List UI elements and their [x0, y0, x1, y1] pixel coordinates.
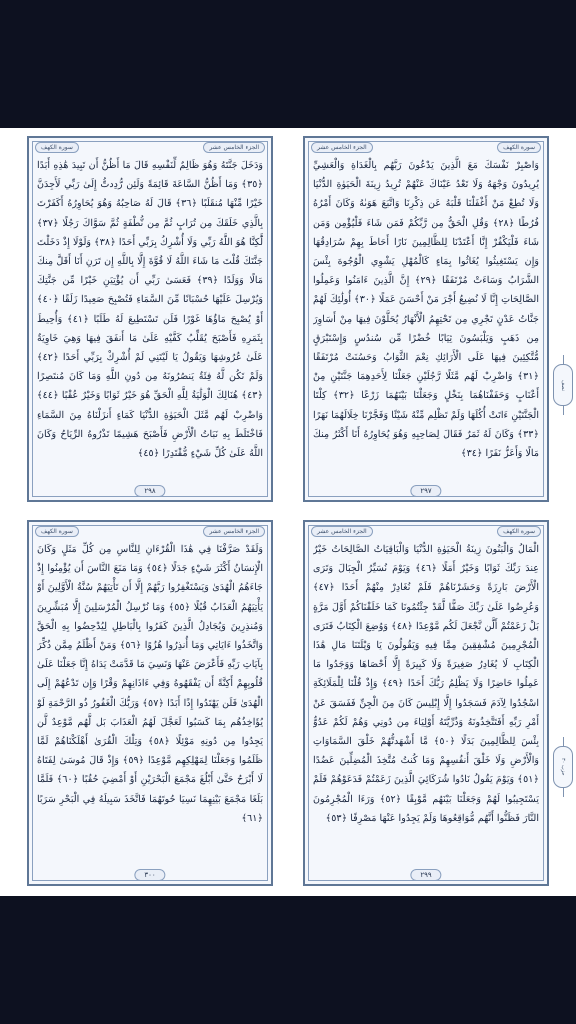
quran-page-299	[303, 520, 549, 886]
page-header	[311, 526, 541, 537]
verse-text	[313, 156, 539, 500]
page-number: ٢٩٨	[134, 485, 165, 497]
page-number: ٢٩٩	[410, 869, 441, 881]
quran-page-298	[27, 136, 273, 502]
juz-label: الجزء الخامس عشر	[203, 142, 265, 153]
surah-label: سورة الكهف	[35, 142, 79, 153]
juz-label: الجزء الخامس عشر	[311, 142, 373, 153]
page-header	[35, 142, 265, 153]
verse-paragraph: وَاصْبِرْ نَفْسَكَ مَعَ الَّذِينَ يَدْعُونَ رَبَّهُم بِالْغَدَاةِ وَالْعَشِيِّ يُرِيدُونَ وَجْهَهُ وَلَا تَعْدُ عَيْنَاكَ عَنْهُمْ تُرِيدُ زِينَةَ الْحَيَوٰةِ الدُّنْيَا وَلَا تُطِعْ مَنْ أَغْفَلْنَا قَلْبَهُ عَن ذِكْرِنَا وَاتَّبَعَ هَوَىٰهُ وَكَانَ أَمْرُهُ فُرُطًا ﴿٢٨﴾ وَقُلِ الْحَقُّ مِن رَّبِّكُمْ فَمَن شَاءَ فَلْيُؤْمِن وَمَن شَاءَ فَلْيَكْفُرْ إِنَّا أَعْتَدْنَا لِلظَّالِمِينَ نَارًا أَحَاطَ بِهِمْ سُرَادِقُهَا وَإِن يَسْتَغِيثُوا يُغَاثُوا بِمَاءٍ كَالْمُهْلِ يَشْوِي الْوُجُوهَ بِئْسَ الشَّرَابُ وَسَاءَتْ مُرْتَفَقًا ﴿٢٩﴾ إِنَّ الَّذِينَ ءَامَنُوا وَعَمِلُوا الصَّالِحَاتِ إِنَّا لَا نُضِيعُ أَجْرَ مَنْ أَحْسَنَ عَمَلًا ﴿٣٠﴾ أُولَٰئِكَ لَهُمْ جَنَّاتُ عَدْنٍ تَجْرِي مِن تَحْتِهِمُ الْأَنْهَارُ يُحَلَّوْنَ فِيهَا مِنْ أَسَاوِرَ مِن ذَهَبٍ وَيَلْبَسُونَ ثِيَابًا خُضْرًا مِّن سُندُسٍ وَإِسْتَبْرَقٍ مُّتَّكِئِينَ فِيهَا عَلَى الْأَرَائِكِ نِعْمَ الثَّوَابُ وَحَسُنَتْ مُرْتَفَقًا ﴿٣١﴾ وَاضْرِبْ لَهُم مَّثَلًا رَّجُلَيْنِ جَعَلْنَا لِأَحَدِهِمَا جَنَّتَيْنِ مِنْ أَعْنَابٍ وَحَفَفْنَاهُمَا بِنَخْلٍ وَجَعَلْنَا بَيْنَهُمَا زَرْعًا ﴿٣٢﴾ كِلْتَا الْجَنَّتَيْنِ ءَاتَتْ أُكُلَهَا وَلَمْ تَظْلِم مِّنْهُ شَيْئًا وَفَجَّرْنَا خِلَالَهُمَا نَهَرًا ﴿٣٣﴾ وَكَانَ لَهُ ثَمَرٌ فَقَالَ لِصَاحِبِهِ وَهُوَ يُحَاوِرُهُ أَنَا أَكْثَرُ مِنكَ مَالًا وَأَعَزُّ نَفَرًا ﴿٣٤﴾	[313, 160, 539, 460]
hizb-medallion: حزب ٣٠	[553, 746, 573, 788]
verse-paragraph: وَدَخَلَ جَنَّتَهُ وَهُوَ ظَالِمٌ لِّنَفْسِهِ قَالَ مَا أَظُنُّ أَن تَبِيدَ هَٰذِهِ أَبَدًا ﴿٣٥﴾ وَمَا أَظُنُّ السَّاعَةَ قَائِمَةً وَلَئِن رُّدِدتُّ إِلَىٰ رَبِّي لَأَجِدَنَّ خَيْرًا مِّنْهَا مُنقَلَبًا ﴿٣٦﴾ قَالَ لَهُ صَاحِبُهُ وَهُوَ يُحَاوِرُهُ أَكَفَرْتَ بِالَّذِي خَلَقَكَ مِن تُرَابٍ ثُمَّ مِن نُّطْفَةٍ ثُمَّ سَوَّاكَ رَجُلًا ﴿٣٧﴾ لَّٰكِنَّا هُوَ اللَّهُ رَبِّي وَلَا أُشْرِكُ بِرَبِّي أَحَدًا ﴿٣٨﴾ وَلَوْلَا إِذْ دَخَلْتَ جَنَّتَكَ قُلْتَ مَا شَاءَ اللَّهُ لَا قُوَّةَ إِلَّا بِاللَّهِ إِن تَرَنِ أَنَا أَقَلَّ مِنكَ مَالًا وَوَلَدًا ﴿٣٩﴾ فَعَسَىٰ رَبِّي أَن يُؤْتِيَنِ خَيْرًا مِّن جَنَّتِكَ وَيُرْسِلَ عَلَيْهَا حُسْبَانًا مِّنَ السَّمَاءِ فَتُصْبِحَ صَعِيدًا زَلَقًا ﴿٤٠﴾ أَوْ يُصْبِحَ مَاؤُهَا غَوْرًا فَلَن تَسْتَطِيعَ لَهُ طَلَبًا ﴿٤١﴾ وَأُحِيطَ بِثَمَرِهِ فَأَصْبَحَ يُقَلِّبُ كَفَّيْهِ عَلَىٰ مَا أَنفَقَ فِيهَا وَهِيَ خَاوِيَةٌ عَلَىٰ عُرُوشِهَا وَيَقُولُ يَا لَيْتَنِي لَمْ أُشْرِكْ بِرَبِّي أَحَدًا ﴿٤٢﴾ وَلَمْ تَكُن لَّهُ فِئَةٌ يَنصُرُونَهُ مِن دُونِ اللَّهِ وَمَا كَانَ مُنتَصِرًا ﴿٤٣﴾ هُنَالِكَ الْوَلَٰيَةُ لِلَّهِ الْحَقِّ هُوَ خَيْرٌ ثَوَابًا وَخَيْرٌ عُقْبًا ﴿٤٤﴾ وَاضْرِبْ لَهُم مَّثَلَ الْحَيَوٰةِ الدُّنْيَا كَمَاءٍ أَنزَلْنَاهُ مِنَ السَّمَاءِ فَاخْتَلَطَ بِهِ نَبَاتُ الْأَرْضِ فَأَصْبَحَ هَشِيمًا تَذْرُوهُ الرِّيَاحُ وَكَانَ اللَّهُ عَلَىٰ كُلِّ شَيْءٍ مُّقْتَدِرًا ﴿٤٥﴾	[37, 160, 263, 460]
quran-page-300	[27, 520, 273, 886]
page-number: ٣٠٠	[134, 869, 165, 881]
surah-label: سورة الكهف	[35, 526, 79, 537]
verse-paragraph: وَلَقَدْ صَرَّفْنَا فِي هَٰذَا الْقُرْءَانِ لِلنَّاسِ مِن كُلِّ مَثَلٍ وَكَانَ الْإِنسَانُ أَكْثَرَ شَيْءٍ جَدَلًا ﴿٥٤﴾ وَمَا مَنَعَ النَّاسَ أَن يُؤْمِنُوا إِذْ جَاءَهُمُ الْهُدَىٰ وَيَسْتَغْفِرُوا رَبَّهُمْ إِلَّا أَن تَأْتِيَهُمْ سُنَّةُ الْأَوَّلِينَ أَوْ يَأْتِيَهُمُ الْعَذَابُ قُبُلًا ﴿٥٥﴾ وَمَا نُرْسِلُ الْمُرْسَلِينَ إِلَّا مُبَشِّرِينَ وَمُنذِرِينَ وَيُجَادِلُ الَّذِينَ كَفَرُوا بِالْبَاطِلِ لِيُدْحِضُوا بِهِ الْحَقَّ وَاتَّخَذُوا ءَايَاتِي وَمَا أُنذِرُوا هُزُوًا ﴿٥٦﴾ وَمَنْ أَظْلَمُ مِمَّن ذُكِّرَ بِآيَاتِ رَبِّهِ فَأَعْرَضَ عَنْهَا وَنَسِيَ مَا قَدَّمَتْ يَدَاهُ إِنَّا جَعَلْنَا عَلَىٰ قُلُوبِهِمْ أَكِنَّةً أَن يَفْقَهُوهُ وَفِي ءَاذَانِهِمْ وَقْرًا وَإِن تَدْعُهُمْ إِلَى الْهُدَىٰ فَلَن يَهْتَدُوا إِذًا أَبَدًا ﴿٥٧﴾ وَرَبُّكَ الْغَفُورُ ذُو الرَّحْمَةِ لَوْ يُؤَاخِذُهُم بِمَا كَسَبُوا لَعَجَّلَ لَهُمُ الْعَذَابَ بَل لَّهُم مَّوْعِدٌ لَّن يَجِدُوا مِن دُونِهِ مَوْئِلًا ﴿٥٨﴾ وَتِلْكَ الْقُرَىٰ أَهْلَكْنَاهُمْ لَمَّا ظَلَمُوا وَجَعَلْنَا لِمَهْلِكِهِم مَّوْعِدًا ﴿٥٩﴾ وَإِذْ قَالَ مُوسَىٰ لِفَتَاهُ لَا أَبْرَحُ حَتَّىٰ أَبْلُغَ مَجْمَعَ الْبَحْرَيْنِ أَوْ أَمْضِيَ حُقُبًا ﴿٦٠﴾ فَلَمَّا بَلَغَا مَجْمَعَ بَيْنِهِمَا نَسِيَا حُوتَهُمَا فَاتَّخَذَ سَبِيلَهُ فِي الْبَحْرِ سَرَبًا ﴿٦١﴾	[37, 544, 263, 824]
verse-paragraph: الْمَالُ وَالْبَنُونَ زِينَةُ الْحَيَوٰةِ الدُّنْيَا وَالْبَاقِيَاتُ الصَّالِحَاتُ خَيْرٌ عِندَ رَبِّكَ ثَوَابًا وَخَيْرٌ أَمَلًا ﴿٤٦﴾ وَيَوْمَ نُسَيِّرُ الْجِبَالَ وَتَرَى الْأَرْضَ بَارِزَةً وَحَشَرْنَاهُمْ فَلَمْ نُغَادِرْ مِنْهُمْ أَحَدًا ﴿٤٧﴾ وَعُرِضُوا عَلَىٰ رَبِّكَ صَفًّا لَّقَدْ جِئْتُمُونَا كَمَا خَلَقْنَاكُمْ أَوَّلَ مَرَّةٍ بَلْ زَعَمْتُمْ أَلَّن نَّجْعَلَ لَكُم مَّوْعِدًا ﴿٤٨﴾ وَوُضِعَ الْكِتَابُ فَتَرَى الْمُجْرِمِينَ مُشْفِقِينَ مِمَّا فِيهِ وَيَقُولُونَ يَا وَيْلَتَنَا مَالِ هَٰذَا الْكِتَابِ لَا يُغَادِرُ صَغِيرَةً وَلَا كَبِيرَةً إِلَّا أَحْصَاهَا وَوَجَدُوا مَا عَمِلُوا حَاضِرًا وَلَا يَظْلِمُ رَبُّكَ أَحَدًا ﴿٤٩﴾ وَإِذْ قُلْنَا لِلْمَلَائِكَةِ اسْجُدُوا لِآدَمَ فَسَجَدُوا إِلَّا إِبْلِيسَ كَانَ مِنَ الْجِنِّ فَفَسَقَ عَنْ أَمْرِ رَبِّهِ أَفَتَتَّخِذُونَهُ وَذُرِّيَّتَهُ أَوْلِيَاءَ مِن دُونِي وَهُمْ لَكُمْ عَدُوٌّ بِئْسَ لِلظَّالِمِينَ بَدَلًا ﴿٥٠﴾ مَّا أَشْهَدتُّهُمْ خَلْقَ السَّمَاوَاتِ وَالْأَرْضِ وَلَا خَلْقَ أَنفُسِهِمْ وَمَا كُنتُ مُتَّخِذَ الْمُضِلِّينَ عَضُدًا ﴿٥١﴾ وَيَوْمَ يَقُولُ نَادُوا شُرَكَائِيَ الَّذِينَ زَعَمْتُمْ فَدَعَوْهُمْ فَلَمْ يَسْتَجِيبُوا لَهُمْ وَجَعَلْنَا بَيْنَهُم مَّوْبِقًا ﴿٥٢﴾ وَرَءَا الْمُجْرِمُونَ النَّارَ فَظَنُّوا أَنَّهُم مُّوَاقِعُوهَا وَلَمْ يَجِدُوا عَنْهَا مَصْرِفًا ﴿٥٣﴾	[313, 544, 539, 824]
page-header	[35, 526, 265, 537]
surah-label: سورة الكهف	[497, 142, 541, 153]
verse-text	[37, 156, 263, 500]
verse-text	[37, 540, 263, 884]
mushaf-photo	[0, 128, 576, 896]
juz-label: الجزء الخامس عشر	[311, 526, 373, 537]
quran-page-297	[303, 136, 549, 502]
verse-text	[313, 540, 539, 884]
hizb-medallion: نصف	[553, 364, 573, 406]
juz-label: الجزء الخامس عشر	[203, 526, 265, 537]
surah-label: سورة الكهف	[497, 526, 541, 537]
page-number: ٢٩٧	[410, 485, 441, 497]
page-header	[311, 142, 541, 153]
